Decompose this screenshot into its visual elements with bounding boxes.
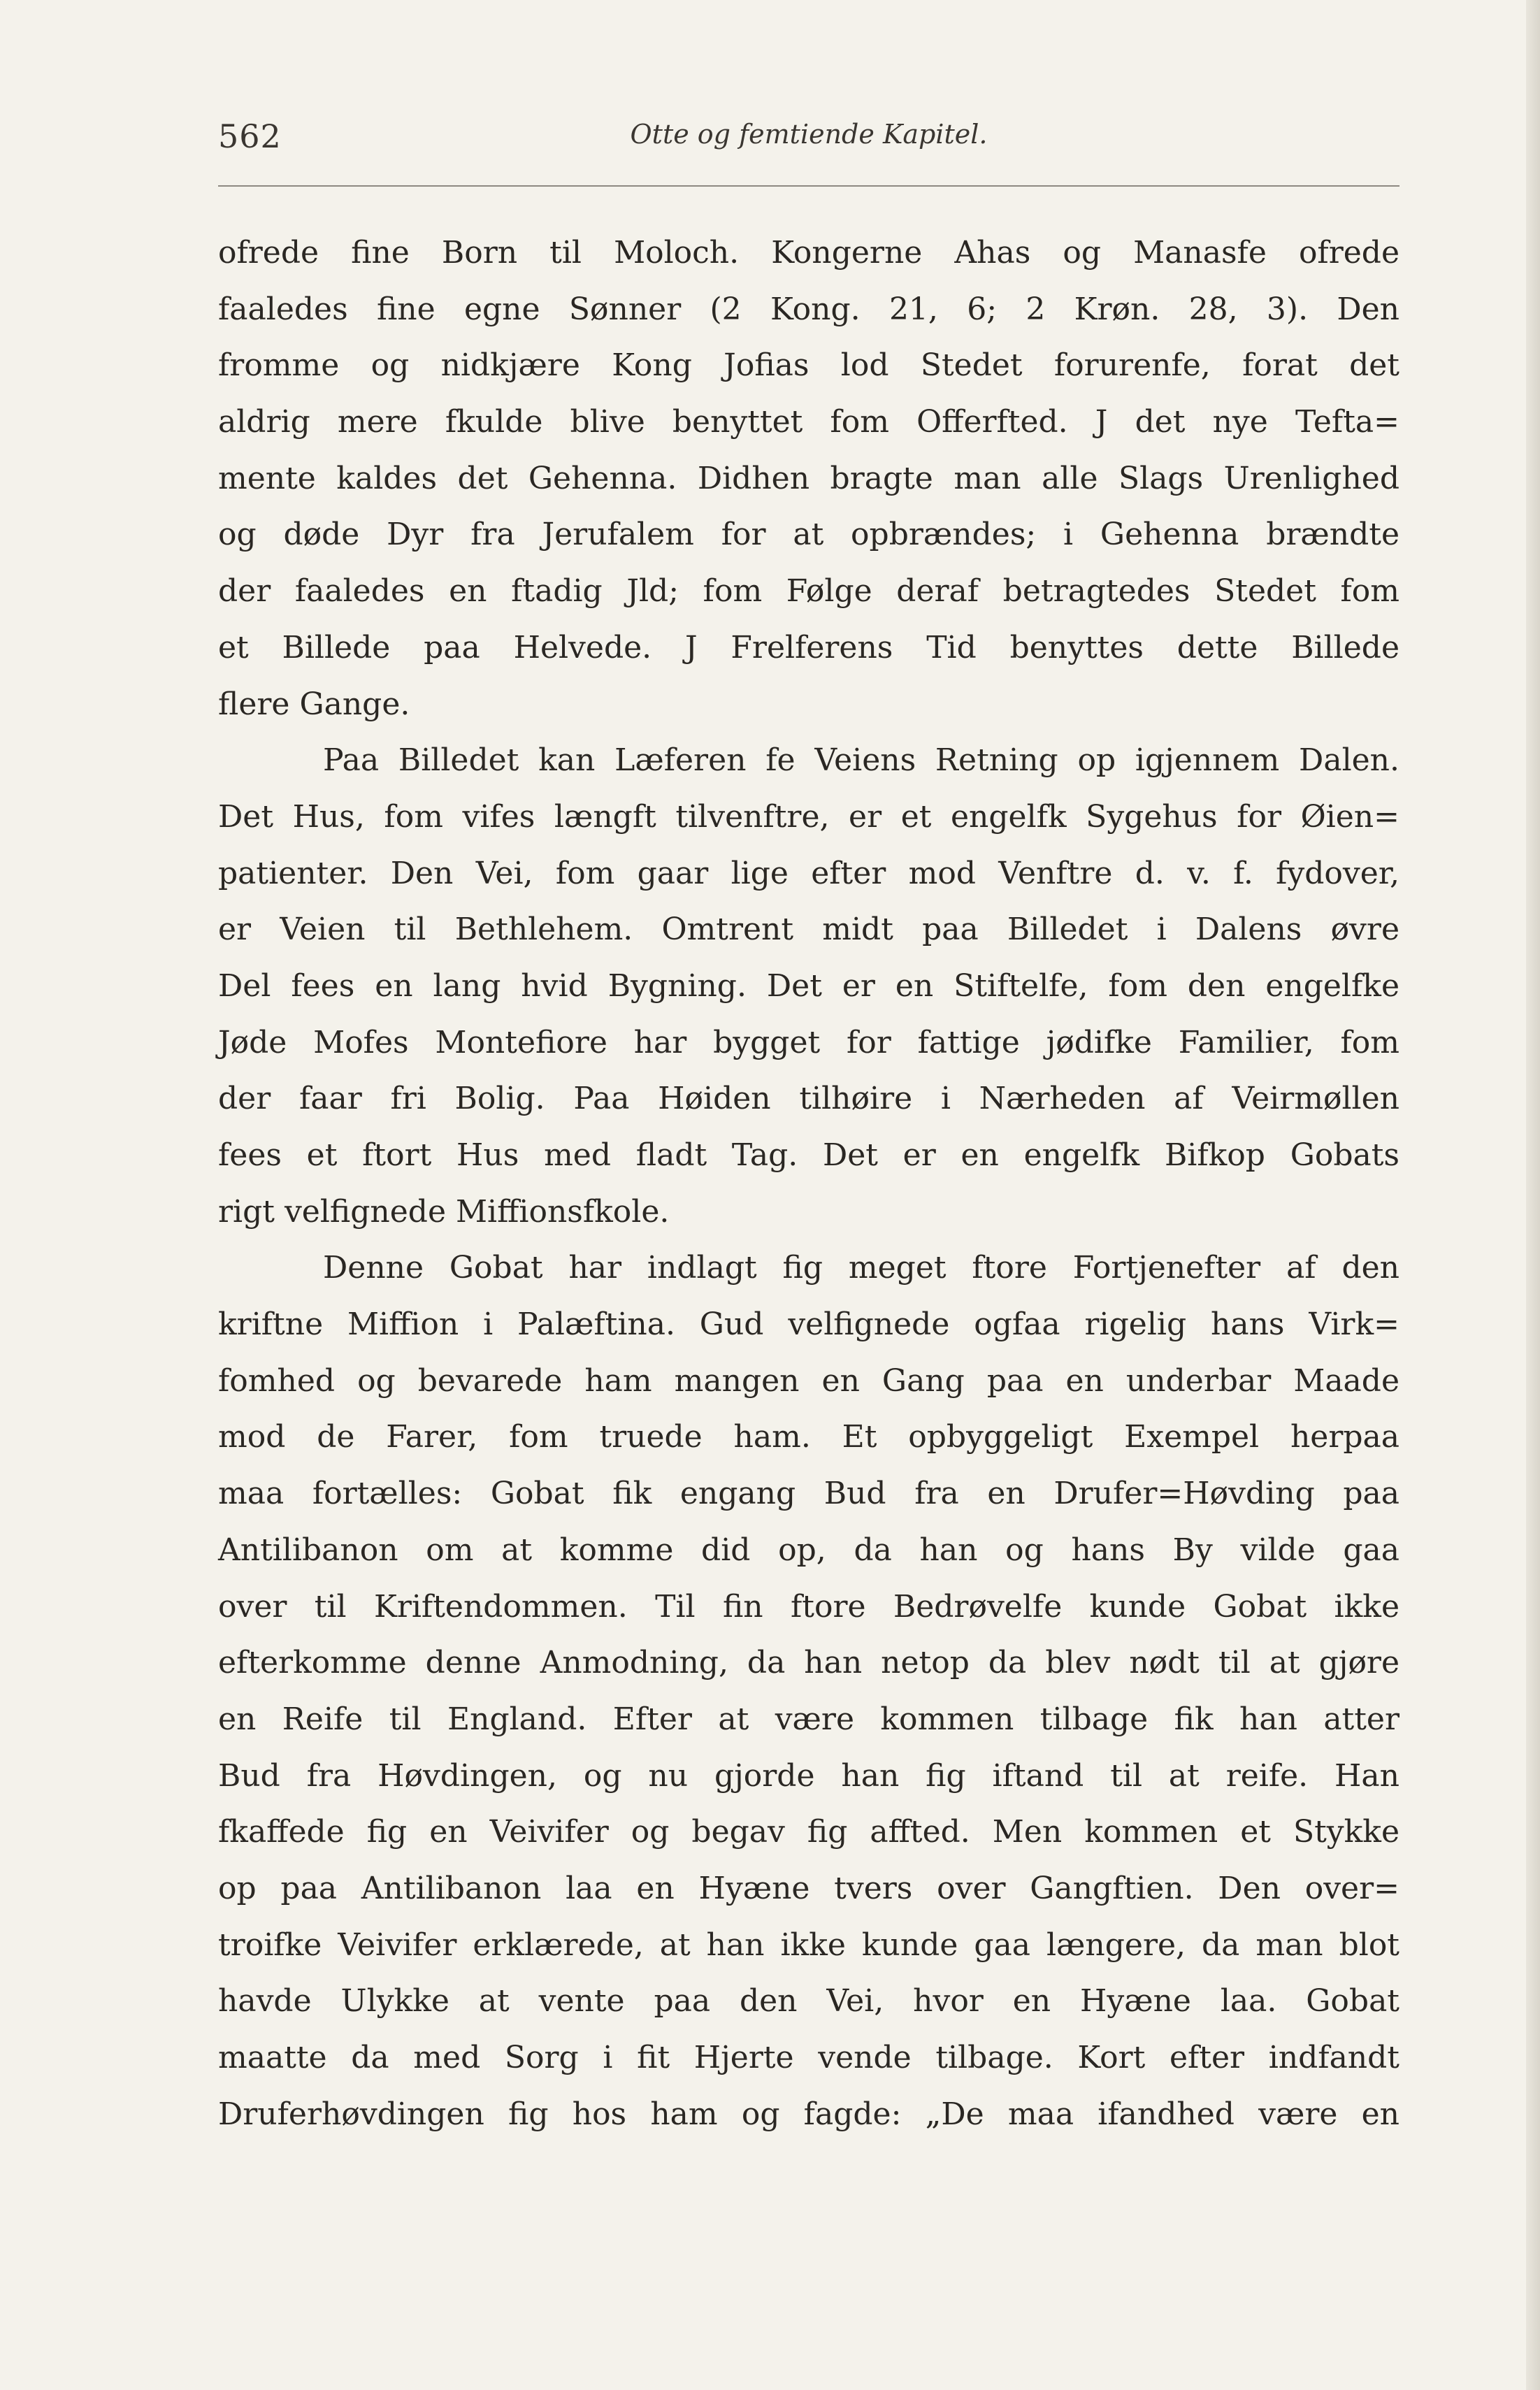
text-line: efterkomme denne Anmodning, da han netop da blev nødt til at gjøre (218, 1645, 1399, 1681)
text-line: Det Hus, fom vifes længft tilvenftre, er et engelfk Sygehus for Øien= (218, 798, 1399, 835)
text-line: der faar fri Bolig. Paa Høiden tilhøire i Nærheden af Veirmøllen (218, 1081, 1399, 1117)
text-line: mente kaldes det Gehenna. Didhen bragte man alle Slags Urenlighed (218, 460, 1399, 496)
page-edge-shadow (1526, 0, 1540, 2390)
text-line: troifke Veivifer erklærede, at han ikke kunde gaa længere, da man blot (218, 1927, 1399, 1963)
text-line: ofrede fine Born til Moloch. Kongerne Ahas og Manasfe ofrede (218, 235, 1399, 271)
text-line: fees et ftort Hus med fladt Tag. Det er en engelfk Bifkop Gobats (218, 1137, 1399, 1173)
header-rule (218, 185, 1399, 187)
text-line: der faaledes en ftadig Jld; fom Følge deraf betragtedes Stedet fom (218, 573, 1399, 610)
text-line: Druferhøvdingen fig hos ham og fagde: „De maa ifandhed være en (218, 2096, 1399, 2132)
text-line: Bud fra Høvdingen, og nu gjorde han fig iftand til at reife. Han (218, 1757, 1399, 1794)
paragraph-end-line: flere Gange. (218, 686, 410, 722)
text-line: maatte da med Sorg i fit Hjerte vende tilbage. Kort efter indfandt (218, 2040, 1399, 2075)
page-number: 562 (218, 117, 282, 155)
text-line: fkaffede fig en Veivifer og begav fig affted. Men kommen et Stykke (218, 1814, 1399, 1850)
body-text (218, 225, 1399, 2143)
text-line: op paa Antilibanon laa en Hyæne tvers over Gangftien. Den over= (218, 1870, 1399, 1906)
paragraph-start-line: Paa Billedet kan Læferen fe Veiens Retning op igjennem Dalen. (323, 742, 1399, 779)
text-line: over til Kriftendommen. Til fin ftore Bedrøvelfe kunde Gobat ikke (218, 1588, 1399, 1625)
text-line: havde Ulykke at vente paa den Vei, hvor en Hyæne laa. Gobat (218, 1983, 1399, 2020)
text-line: fomhed og bevarede ham mangen en Gang paa en underbar Maade (218, 1362, 1399, 1399)
paragraph-end-line: rigt velfignede Miffionsfkole. (218, 1193, 670, 1230)
text-line: Antilibanon om at komme did op, da han og hans By vilde gaa (218, 1532, 1399, 1568)
text-line: kriftne Miffion i Palæftina. Gud velfignede ogfaa rigelig hans Virk= (218, 1306, 1399, 1343)
text-line: mod de Farer, fom truede ham. Et opbyggeligt Exempel herpaa (218, 1419, 1399, 1455)
text-line: Jøde Mofes Montefiore har bygget for fattige jødifke Familier, fom (218, 1024, 1399, 1060)
text-line: maa fortælles: Gobat fik engang Bud fra en Drufer=Høvding paa (218, 1476, 1399, 1512)
running-title: Otte og femtiende Kapitel. (630, 119, 988, 150)
text-line: aldrig mere fkulde blive benyttet fom Offerfted. J det nye Tefta= (218, 404, 1399, 440)
paragraph-start-line: Denne Gobat har indlagt fig meget ftore Fortjenefter af den (323, 1250, 1399, 1286)
text-line: Del fees en lang hvid Bygning. Det er en Stiftelfe, fom den engelfke (218, 967, 1399, 1004)
text-line: et Billede paa Helvede. J Frelferens Tid benyttes dette Billede (218, 629, 1399, 665)
text-line: en Reife til England. Efter at være kommen tilbage fik han atter (218, 1701, 1399, 1737)
text-line: og døde Dyr fra Jerufalem for at opbrændes; i Gehenna brændte (218, 517, 1399, 553)
text-line: patienter. Den Vei, fom gaar lige efter mod Venftre d. v. f. fydover, (218, 855, 1399, 891)
page-header (218, 117, 1399, 166)
text-line: er Veien til Bethlehem. Omtrent midt paa Billedet i Dalens øvre (218, 912, 1399, 948)
text-line: fromme og nidkjære Kong Jofias lod Stedet forurenfe, forat det (218, 347, 1399, 384)
text-line: faaledes fine egne Sønner (2 Kong. 21, 6; 2 Krøn. 28, 3). Den (218, 291, 1399, 327)
